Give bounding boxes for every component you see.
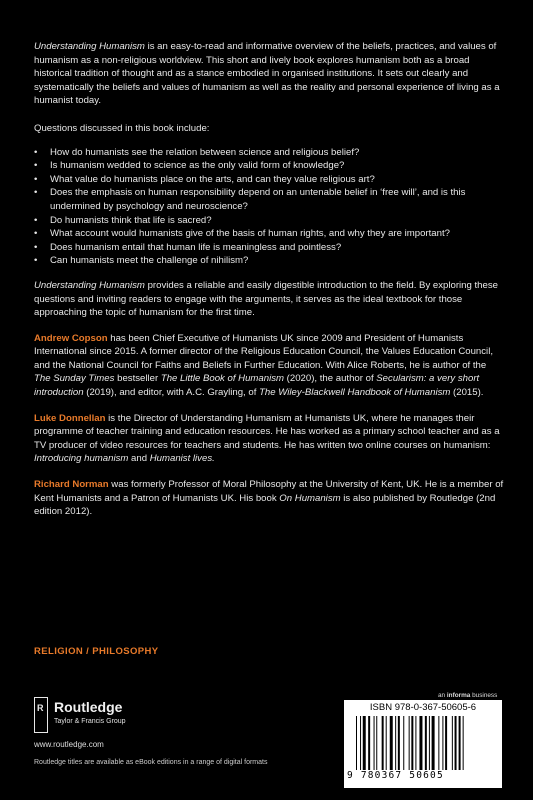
author-name: Richard Norman [34,479,109,491]
bio-title: On Humanism [279,492,341,504]
question-item: • What account would humanists give of the basis of human rights, and why they are important? [34,227,504,241]
question-item: • Is humanism wedded to science as the only valid form of knowledge? [34,159,504,173]
barcode-digits: 9 780367 50605 [347,770,444,781]
bio-text: (2019), and editor, with A.C. Grayling, of [83,387,260,399]
publisher-logo [34,697,154,735]
questions-list [34,146,504,268]
bio-title: Humanist lives. [149,453,215,465]
barcode-bars-icon [354,716,494,770]
intro-text: is an easy-to-read and informative overview of the beliefs, practices, and values of humanism as a non-religious worldview. This short and lively book explores humanism both as a broad historical tradition of thought and as a stance embodied in organised institutions. It sets out clearly and systematically the beliefs and values of humanism as well as the reality and personal experience of living as a humanist today. [34,41,500,107]
book-title: Understanding Humanism [34,41,145,52]
bio-text: is the Director of Understanding Humanism at Humanists UK, where he manages their programme of teacher training and education resources. He has worked as a primary school teacher and as a TV producer of video resources for teachers and students. He has written two online courses on humanism: [34,412,500,451]
bio-title: The Sunday Times [34,373,115,385]
question-item: • How do humanists see the relation between science and religious belief? [34,146,504,160]
informa-tagline [438,692,497,699]
question-item: • Can humanists meet the challenge of nihilism? [34,254,504,268]
bio-text: bestseller [114,373,161,385]
informa-suffix: business [470,692,498,699]
closing-paragraph [34,279,504,320]
back-cover-text [34,40,504,531]
logo-mark-letter: R [37,703,44,713]
bio-text: (2020), the author of [284,373,377,385]
bio-text: (2015). [450,387,484,399]
isbn-text: ISBN 978-0-367-50605-6 [369,702,477,713]
routledge-logo-icon [34,697,48,733]
author-name: Luke Donnellan [34,412,106,424]
bio-text: was formerly Professor of Moral Philosophy at the University of Kent, UK. He is a member of Kent Humanists and a Patron of Humanists UK. His book [34,479,504,504]
subject-category: RELIGION / PHILOSOPHY [34,646,159,657]
bio-title: The Wiley-Blackwell Handbook of Humanism [259,387,451,399]
bio-text: is also published by Routledge (2nd edition 2012). [34,492,496,518]
intro-paragraph [34,40,504,108]
question-item: • What value do humanists place on the arts, and can they value religious art? [34,173,504,187]
bio-text: and [128,453,150,465]
bio-title: The Little Book of Humanism [160,373,285,385]
informa-prefix: an [438,692,447,699]
publisher-name: Routledge [54,699,123,715]
book-title: Understanding Humanism [34,279,145,291]
closing-text: provides a reliable and easily digestible introduction to the field. By exploring these questions and inviting readers to engage with the arguments, it serves as the ideal textbook for those approaching the topic of humanism for the first time. [34,279,498,319]
question-item: • Do humanists think that life is sacred? [34,214,504,228]
bio-text: has been Chief Executive of Humanists UK since 2009 and President of Humanists International since 2015. A former director of the Religious Education Council, the Values Education Council, and the National Council for Faiths and Beliefs in Further Education. With Alice Roberts, he is author of the [34,332,493,371]
ebook-note: Routledge titles are available as eBook editions in a range of digital formats [34,759,268,766]
author-bio-norman [34,478,504,519]
question-item: • Does the emphasis on human responsibility depend on an untenable belief in ‘free will’, and is this undermined by psychology and neuroscience? [34,186,504,213]
author-bio-donnellan [34,412,504,466]
author-bio-copson [34,332,504,400]
question-item: • Does humanism entail that human life is meaningless and pointless? [34,241,504,255]
publisher-group: Taylor & Francis Group [54,718,126,725]
bio-title: Secularism: a very short introduction [34,373,480,399]
questions-heading: Questions discussed in this book include: [34,122,210,134]
author-name: Andrew Copson [34,332,108,344]
publisher-url[interactable]: www.routledge.com [34,740,104,749]
bio-title: Introducing humanism [34,453,129,465]
informa-brand: informa [446,692,471,699]
isbn-barcode [344,700,502,788]
